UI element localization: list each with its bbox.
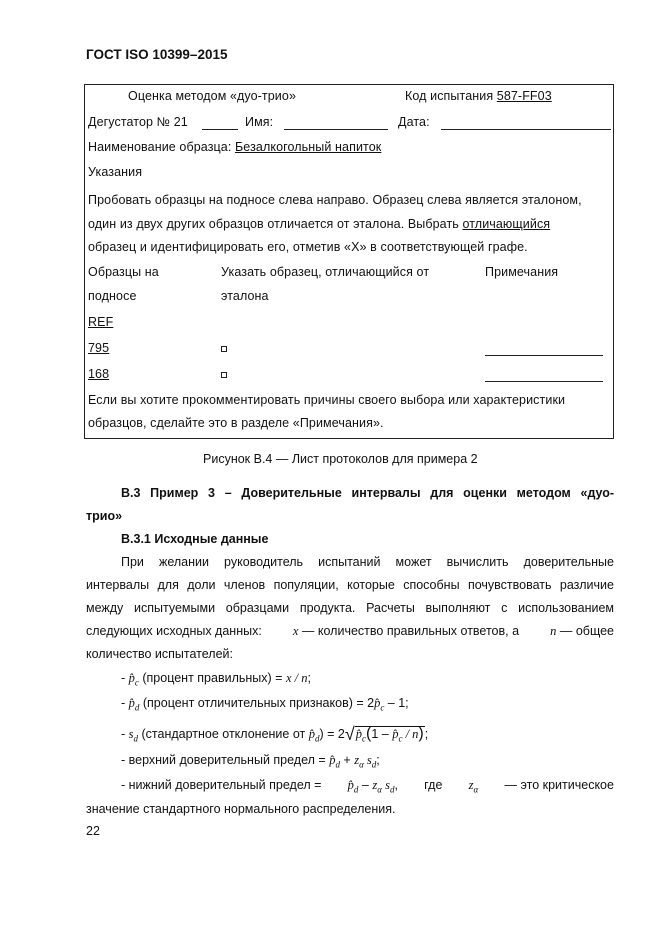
paragraph-line: При желании руководитель испытаний может вычислить доверительные (121, 555, 614, 569)
test-code (405, 89, 552, 103)
sample-row-code: REF (88, 315, 114, 329)
list-item-lower: - нижний доверительный предел = $p̂_d - z_\alpha$ $s_d$, где $z_\alpha$ — это критическое (121, 778, 614, 795)
sample-row-code: 168 (88, 367, 110, 381)
paragraph-text: — количество правильных ответов, а (301, 624, 520, 638)
sample-name-value: Безалкогольный напиток (235, 140, 382, 154)
paragraph-line: интервалы для доли членов популяции, которые способны почувствовать различие (86, 578, 614, 592)
subsection-heading: В.3.1 Исходные данные (121, 532, 269, 546)
paragraph-text: следующих исходных данных: (86, 624, 262, 638)
paragraph-text: — общее (559, 624, 614, 638)
test-code-label: Код испытания (405, 89, 494, 103)
list-item-text: где (424, 778, 443, 792)
figure-caption: Рисунок В.4 — Лист протоколов для примера 2 (203, 452, 478, 466)
instructions-line-1: Пробовать образцы на подносе слева направо. Образец слева является эталоном, (88, 193, 582, 207)
col-select-header-1: Указать образец, отличающийся от (221, 265, 430, 279)
taster-blank (202, 128, 238, 130)
list-item-text: (процент правильных) = (142, 671, 283, 685)
paragraph-line: между испытуемыми образцами продукта. Расчеты выполняют с использованием (86, 601, 614, 615)
paragraph-line: количество испытателей: (86, 647, 233, 661)
list-item-text: (процент отличительных признаков) = 2 (142, 696, 375, 710)
comment-line-1: Если вы хотите прокомментировать причины своего выбора или характеристики (88, 393, 566, 407)
list-item-lower-line-2: значение стандартного нормального распределения. (86, 802, 396, 816)
paragraph-line (86, 624, 614, 639)
test-code-value: 587-FF03 (496, 89, 552, 103)
name-label: Имя: (245, 115, 274, 129)
notes-blank (485, 354, 603, 356)
instructions-line-2 (88, 217, 550, 231)
document-header: ГОСТ ISO 10399–2015 (86, 47, 228, 62)
sample-name-label: Наименование образца: (88, 140, 232, 154)
col-select-header-2: эталона (221, 289, 269, 303)
col-samples-header-1: Образцы на (88, 265, 159, 279)
page-number: 22 (86, 824, 100, 838)
section-heading-line-1: В.3 Пример 3 – Доверительные интервалы для оценки методом «дуо- (121, 486, 614, 500)
taster-label: Дегустатор № 21 (88, 115, 188, 129)
col-notes-header: Примечания (485, 265, 559, 279)
sample-row-code: 795 (88, 341, 110, 355)
instructions-line-2-text: один из двух других образцов отличается от эталона. Выбрать (88, 217, 459, 231)
list-item-text: - нижний доверительный предел = (121, 778, 322, 792)
instructions-line-3: образец и идентифицировать его, отметив «X» в соответствующей графе. (88, 240, 528, 254)
list-item-pc: - $p̂_c$ (процент правильных) = x / n; (121, 671, 311, 688)
instructions-label: Указания (88, 165, 143, 179)
section-heading-line-2: трио» (86, 509, 123, 523)
var-n: n (550, 624, 557, 638)
date-label: Дата: (398, 115, 430, 129)
list-item-sd: - $s_d$ (стандартное отклонение от $p̂_d$) = $2√p̂_c(1$ – $p̂_c / n$); (121, 724, 429, 744)
list-item-text: верхний доверительный предел = (128, 753, 326, 767)
form-title: Оценка методом «дуо-трио» (128, 89, 296, 103)
date-blank (441, 128, 611, 130)
sample-checkbox[interactable] (221, 372, 227, 378)
name-blank (284, 128, 388, 130)
comment-line-2: образцов, сделайте это в разделе «Примечания». (88, 416, 384, 430)
protocol-form-box (84, 84, 614, 439)
sample-name (88, 140, 381, 154)
var-x: x (292, 624, 299, 638)
list-item-pd: - $p̂_d$ (процент отличительных признаков) = $2p̂_c - 1$; (121, 696, 409, 713)
sample-checkbox[interactable] (221, 346, 227, 352)
instructions-underlined-word: отличающийся (462, 217, 551, 231)
list-item-text: — это критическое (504, 778, 614, 792)
list-item-text: (стандартное отклонение от (141, 727, 306, 741)
col-samples-header-2: подносе (88, 289, 137, 303)
list-item-upper: - верхний доверительный предел = $p̂_d + z_\alpha$ $s_d$; (121, 753, 380, 770)
notes-blank (485, 380, 603, 382)
